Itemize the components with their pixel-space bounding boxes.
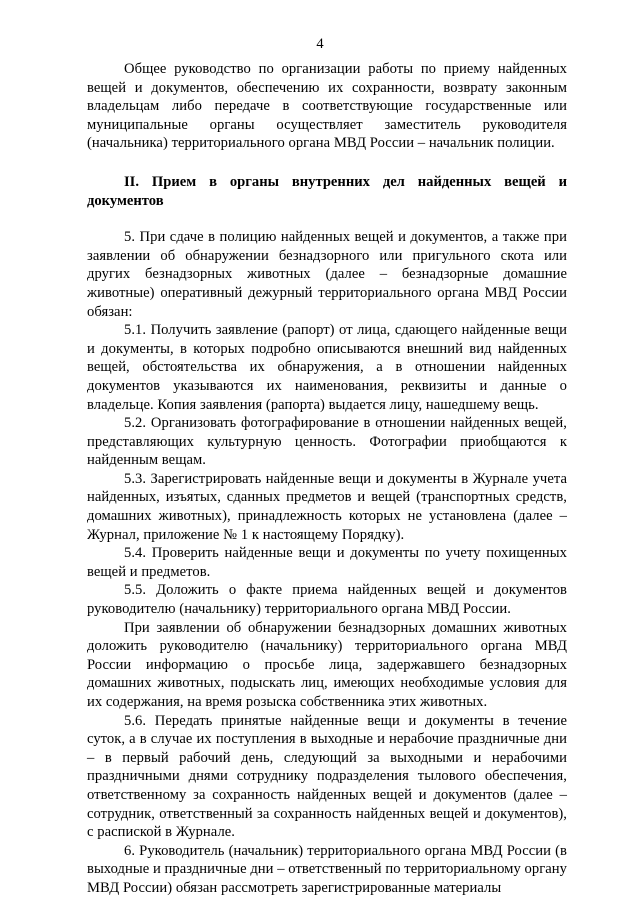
document-body <box>87 60 567 898</box>
paragraph-5: 5. При сдаче в полицию найденных вещей и документов, а также при заявлении об обнаружении безнадзорного или пригульного скота или других безнадзорных животных (далее – безнадзорные домашние животные) оперативный дежурный территориального органа МВД России обязан: <box>87 229 567 320</box>
paragraph-5-4: 5.4. Проверить найденные вещи и документы по учету похищенных вещей и предметов. <box>87 545 567 580</box>
paragraph-5-2: 5.2. Организовать фотографирование в отношении найденных вещей, представляющих культурную ценность. Фотографии приобщаются к найденным вещам. <box>87 415 567 469</box>
page-number: 4 <box>316 36 324 52</box>
paragraph-6: 6. Руководитель (начальник) территориального органа МВД России (в выходные и праздничные дни – ответственный по территориальному органу МВД России) обязан рассмотреть зарегистрированные материалы <box>87 842 567 896</box>
paragraph-5-3: 5.3. Зарегистрировать найденные вещи и документы в Журнале учета найденных, изъятых, сданных предметов и вещей (транспортных средств, домашних животных), принадлежность которых не установлена (далее – Журнал, приложение № 1 к настоящему Порядку). <box>87 470 567 543</box>
paragraph-5-5: 5.5. Доложить о факте приема найденных вещей и документов руководителю (начальнику) территориального органа МВД России. <box>87 582 567 618</box>
paragraph-5-5-addendum: При заявлении об обнаружении безнадзорных домашних животных доложить руководителю (начальнику) территориального органа МВД России информацию о просьбе лица, задержавшего безнадзорных домашних животных, подыскать лиц, имеющих необходимые условия для их содержания, на время розыска собственника этих животных. <box>87 619 567 710</box>
intro-paragraph: Общее руководство по организации работы по приему найденных вещей и документов, обеспечению их сохранности, возврату законным владельцам либо передаче в соответствующие государственные или муниципальные органы осуществляет заместитель руководителя (начальника) территориального органа МВД России – начальник полиции. <box>87 61 567 152</box>
paragraph-5-1: 5.1. Получить заявление (рапорт) от лица, сдающего найденные вещи и документы, в которых подробно описываются внешний вид найденных вещей, обстоятельства их обнаружения, а в отношении найденных документов указываются их наименования, реквизиты и данные о владельце. Копия заявления (рапорта) выдается лицу, нашедшему вещь. <box>87 322 567 413</box>
paragraph-5-6: 5.6. Передать принятые найденные вещи и документы в течение суток, а в случае их поступления в выходные и нерабочие праздничные дни – в первый рабочий день, следующий за выходными и нерабочими праздничными днями сотруднику подразделения тылового обеспечения, ответственному за сохранность найденных вещей и документов (далее – сотрудник, ответственный за сохранность найденных вещей и документов), с распиской в Журнале. <box>87 712 567 841</box>
section-heading: II. Прием в органы внутренних дел найденных вещей и документов <box>87 173 567 209</box>
